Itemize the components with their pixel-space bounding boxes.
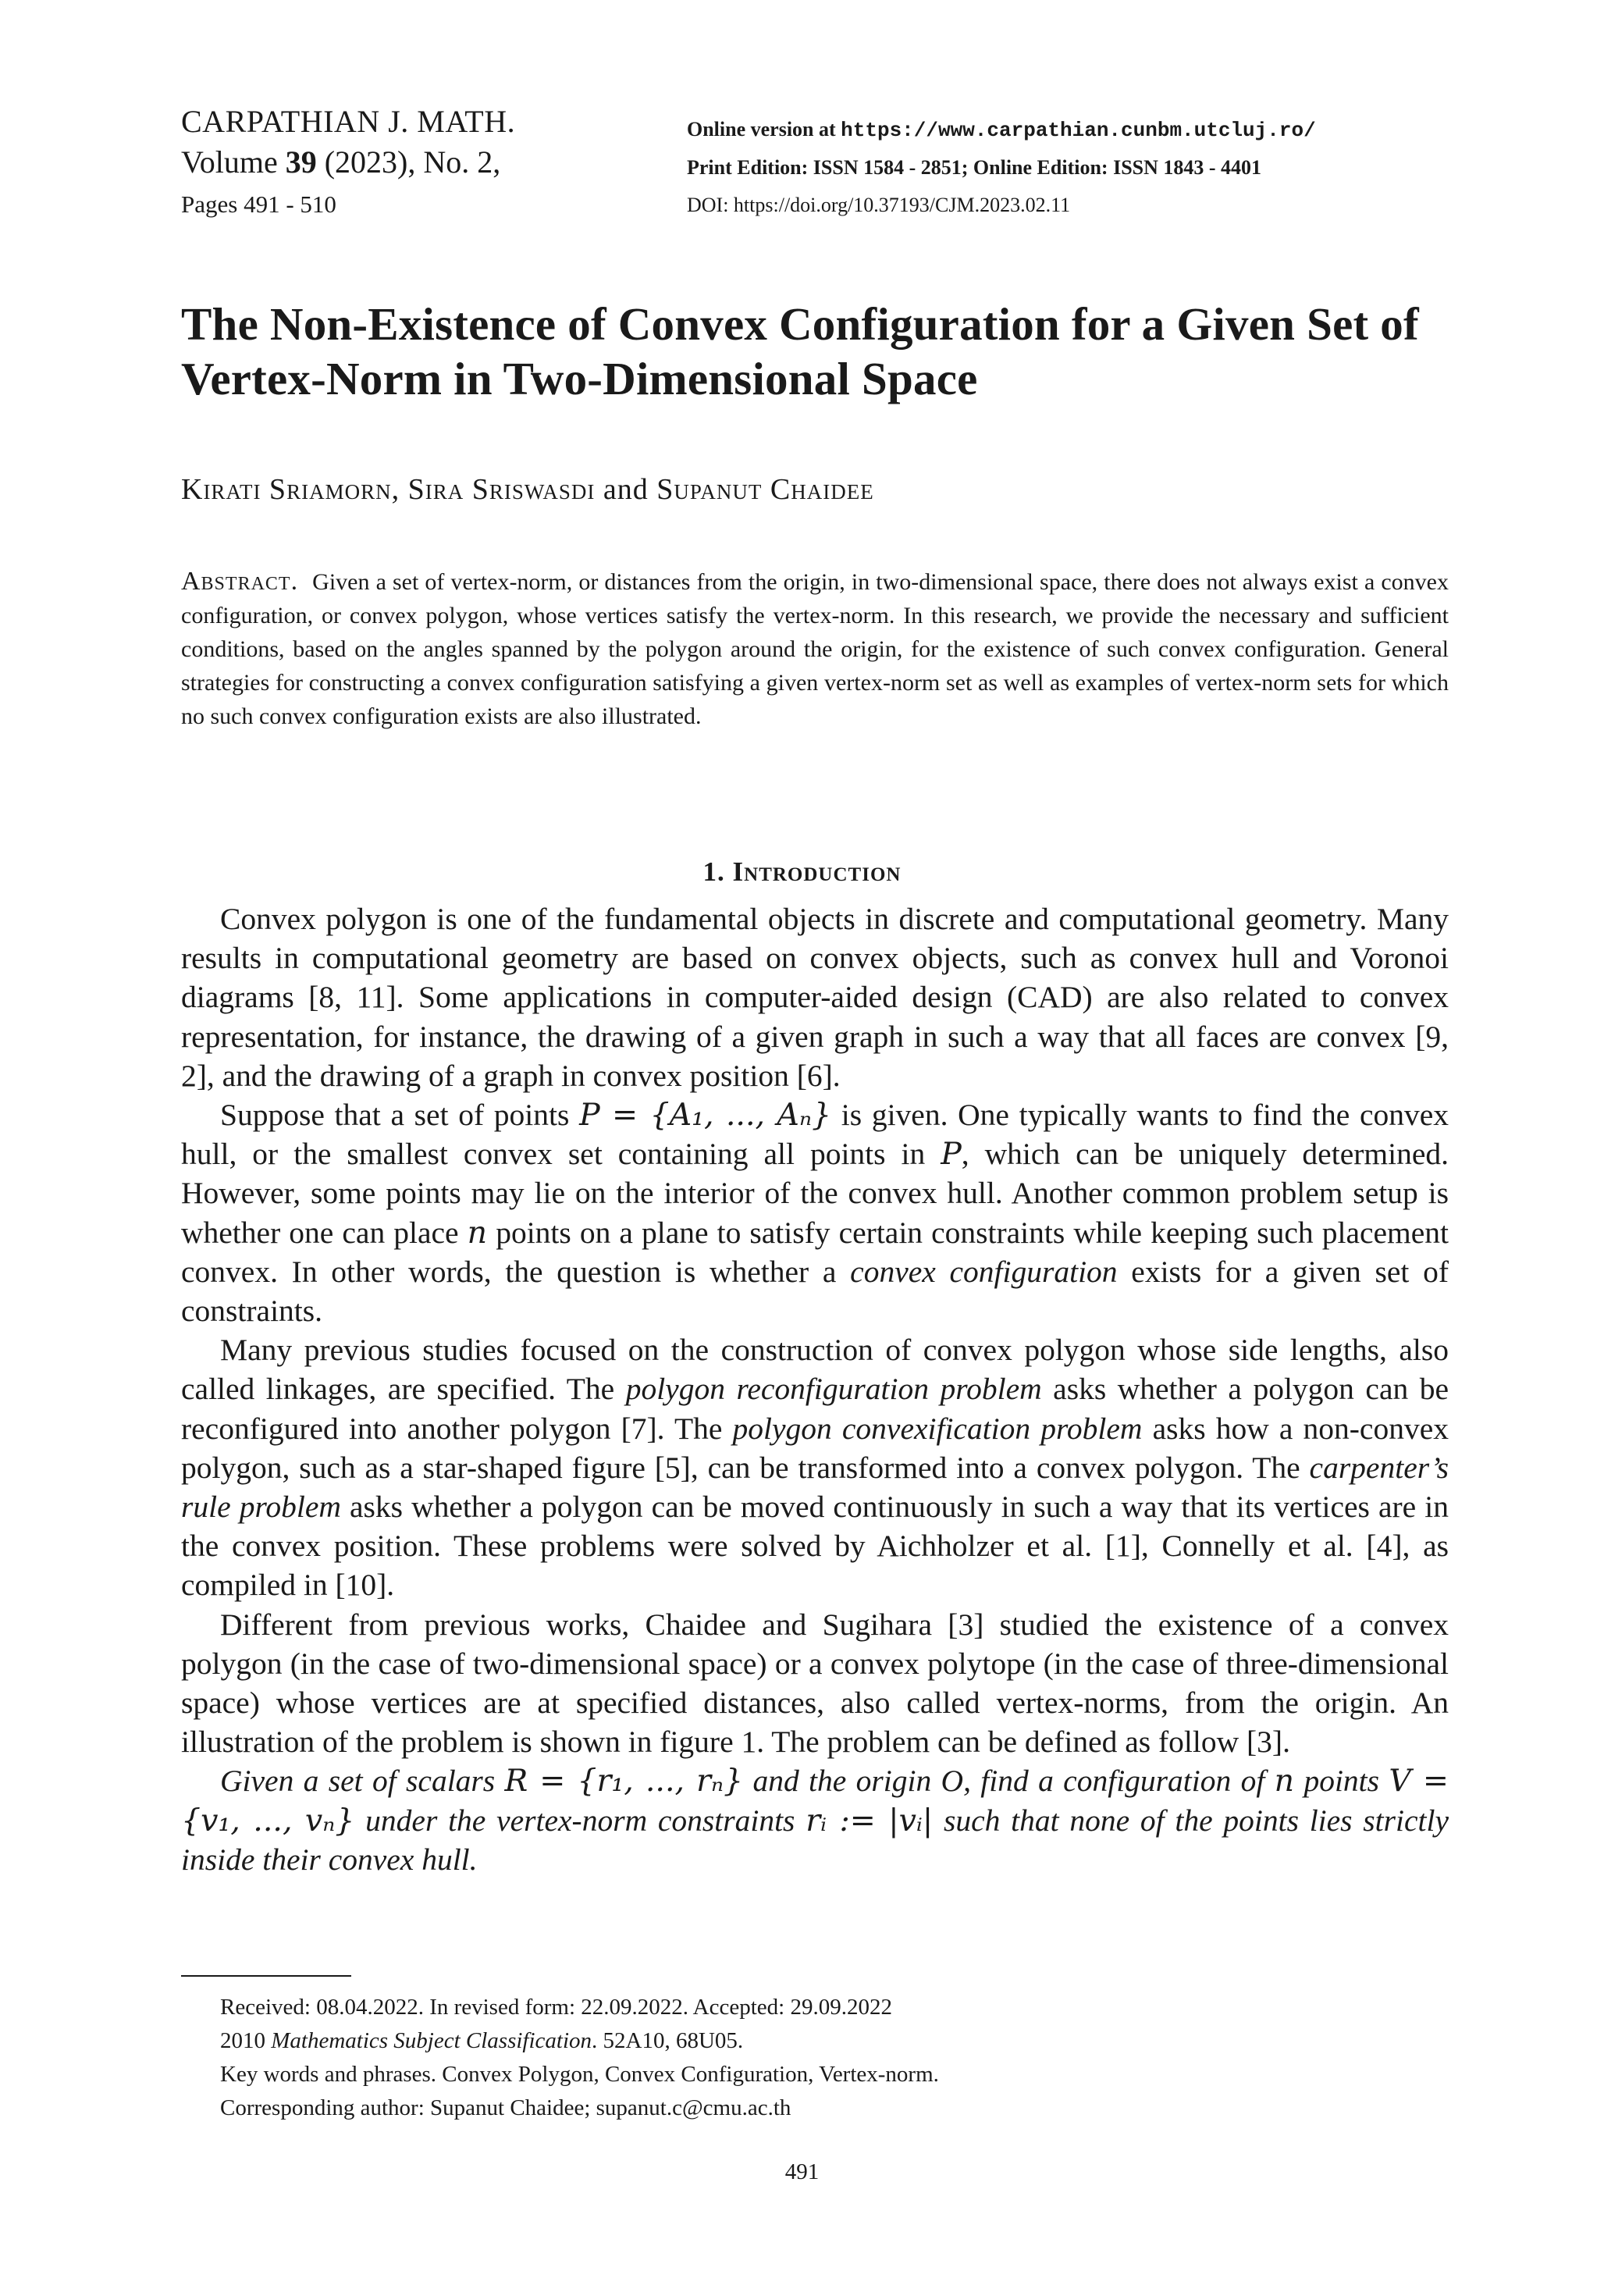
volume-suffix: (2023), No. 2, [324, 144, 501, 180]
author-and: and [603, 473, 649, 506]
body-text [181, 899, 1449, 1879]
volume-number: 39 [285, 144, 317, 180]
journal-name: CARPATHIAN J. MATH. [181, 104, 516, 139]
text-span: , which can be uniquely determined. However, some points may lie on the interior of the convex hull. Another common problem setup is whether one can place [181, 1137, 1449, 1250]
author-separator: , [391, 473, 400, 506]
emphasis-reconfiguration: polygon reconfiguration problem [625, 1372, 1042, 1407]
paragraph-4: Different from previous works, Chaidee and Sugihara [3] studied the existence of a convex polygon (in the case of two-dimensional space) or a convex polytope (in the case of three-dimensional space) whose vertices are at specified distances, also called vertex-norms, from the origin. An illustration of the problem is shown in figure 1. The problem can be defined as follow [3]. [181, 1607, 1449, 1760]
volume-prefix: Volume [181, 144, 278, 180]
text-span: under the vertex-norm constraints [365, 1803, 795, 1838]
text-span: is given. One typically wants to find the convex hull, or the smallest convex set containing all points in [181, 1098, 1449, 1172]
text-span: asks how a non-convex polygon, such as a star-shaped figure [5], can be transformed into a convex polygon. The [181, 1411, 1449, 1485]
abstract [181, 564, 1449, 733]
issn-line: Print Edition: ISSN 1584 - 2851; Online Edition: ISSN 1843 - 4401 [687, 156, 1262, 179]
text-span: exists for a given set of constraints. [181, 1254, 1449, 1329]
text-span: such that none of the points lies strictly inside their convex hull. [181, 1803, 1449, 1877]
math-norm: rᵢ := |vᵢ| [806, 1802, 934, 1839]
text-span: and the origin O, find a configuration of [752, 1764, 1265, 1799]
text-span: Many previous studies focused on the construction of convex polygon whose side lengths, also called linkages, are specified. The [181, 1333, 1449, 1407]
section-title: Introduction [732, 856, 902, 887]
journal-header [181, 101, 681, 225]
abstract-text: Given a set of vertex-norm, or distances from the origin, in two-dimensional space, there does not always exist a convex configuration, or convex polygon, whose vertices satisfy the vertex-norm. In this research, we provide the necessary and sufficient conditions, based on the angles spanned by the polygon around the origin, for the existence of such convex configuration. General strategies for constructing a convex configuration satisfying a given vertex-norm set as well as examples of vertex-norm sets for which no such convex configuration exists are also illustrated. [181, 569, 1449, 729]
msc-year: 2010 [220, 2028, 265, 2053]
msc-codes: . 52A10, 68U05. [592, 2028, 744, 2053]
math-set-p: P = {A₁, ..., Aₙ} [579, 1097, 832, 1134]
online-version [687, 111, 1467, 149]
footnote-rule [181, 1975, 351, 1977]
author-3: Supanut Chaidee [656, 473, 874, 506]
math-set-v: V = {v₁, ..., vₙ} [181, 1763, 1449, 1839]
emphasis-convexification: polygon convexification problem [732, 1411, 1143, 1446]
text-span: Given a set of scalars [220, 1764, 496, 1799]
author-list [181, 471, 1430, 508]
emphasis-convex-configuration: convex configuration [850, 1254, 1118, 1289]
text-span: points [1303, 1764, 1380, 1799]
footnote-keywords: Key words and phrases. Convex Polygon, Convex Configuration, Vertex-norm. [220, 2062, 939, 2087]
publication-info [687, 111, 1467, 224]
emphasis-carpenters-rule: carpenter’s rule problem [181, 1450, 1449, 1525]
paragraph-1: Convex polygon is one of the fundamental objects in discrete and computational geometry. Many results in computational geometry are based on convex objects, such as convex hull and Voronoi diagrams [8, 11]. Some applications in computer-aided design (CAD) are also related to convex representation, for instance, the drawing of a given graph in such a way that all faces are convex [9, 2], and the drawing of a graph in convex position [6]. [181, 902, 1449, 1093]
online-label: Online version at [687, 118, 836, 141]
footnotes [181, 1991, 1449, 2125]
problem-statement [181, 1761, 1449, 1879]
section-heading [0, 854, 1604, 890]
page-number: 491 [784, 2159, 820, 2184]
paragraph-3 [181, 1330, 1449, 1604]
text-span: Suppose that a set of points [220, 1098, 570, 1133]
journal-volume [181, 142, 681, 183]
footnote-msc [181, 2024, 1449, 2058]
text-span: asks whether a polygon can be moved continuously in such a way that its vertices are in the convex position. These problems were solved by Aichholzer et al. [1], Connelly et al. [4], as compiled in [10]. [181, 1490, 1449, 1603]
text-span: asks whether a polygon can be reconfigured into another polygon [7]. The [181, 1372, 1449, 1446]
footnote-corresponding: Corresponding author: Supanut Chaidee; supanut.c@cmu.ac.th [220, 2095, 791, 2120]
online-url-link[interactable]: https://www.carpathian.cunbm.utcluj.ro/ [841, 119, 1316, 142]
msc-label: Mathematics Subject Classification [271, 2028, 592, 2053]
author-2: Sira Sriswasdi [407, 473, 596, 506]
text-span: points on a plane to satisfy certain constraints while keeping such placement convex. In other words, the question is whether a [181, 1215, 1449, 1289]
math-n: n [1274, 1763, 1295, 1799]
footnote-received: Received: 08.04.2022. In revised form: 22.09.2022. Accepted: 29.09.2022 [220, 1995, 892, 2020]
math-p: P [941, 1136, 962, 1173]
journal-pages: Pages 491 - 510 [181, 190, 336, 218]
math-n: n [467, 1214, 488, 1251]
doi-line[interactable]: DOI: https://doi.org/10.37193/CJM.2023.02.11 [687, 194, 1071, 216]
paragraph-2 [181, 1095, 1449, 1330]
paper-title: The Non-Existence of Convex Configuration for a Given Set of Vertex-Norm in Two-Dimensional Space [181, 298, 1419, 404]
author-1: Kirati Sriamorn [181, 473, 392, 506]
section-number: 1. [702, 856, 725, 887]
abstract-label: Abstract. [181, 567, 299, 596]
math-set-r: R = {r₁, ..., rₙ} [504, 1763, 744, 1799]
